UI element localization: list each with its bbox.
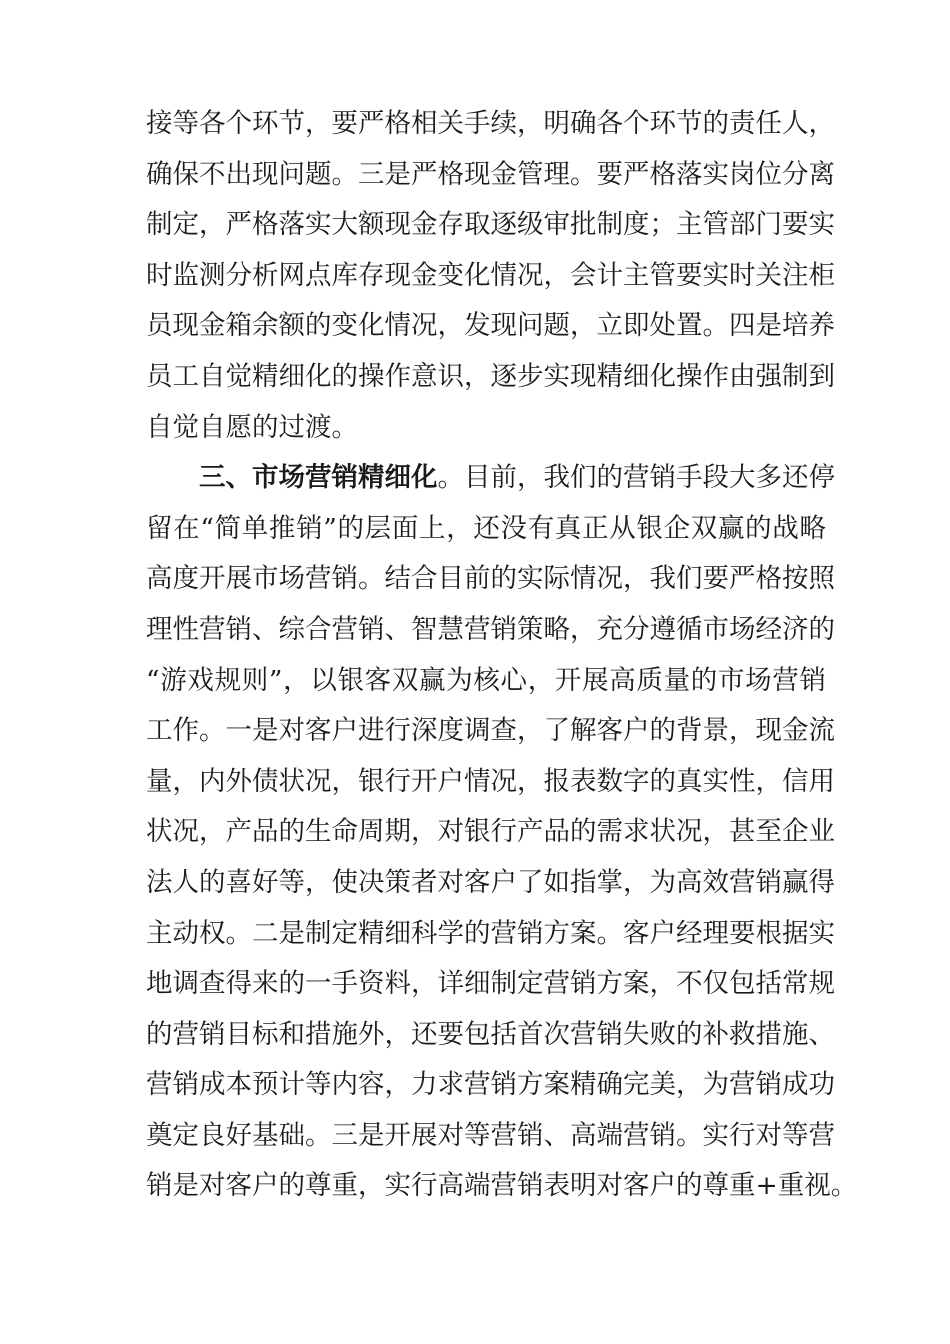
text-line: 法人的喜好等，使决策者对客户了如指掌，为高效营销赢得 bbox=[146, 866, 835, 898]
text-line: 制定，严格落实大额现金存取逐级审批制度；主管部门要实 bbox=[146, 209, 835, 241]
text-line: 确保不出现问题。三是严格现金管理。要严格落实岗位分离 bbox=[146, 158, 835, 190]
text-line: 员工自觉精细化的操作意识，逐步实现精细化操作由强制到 bbox=[146, 360, 835, 392]
text-line: 留在“简单推销”的层面上，还没有真正从银企双赢的战略 bbox=[146, 512, 826, 544]
text-line: 工作。一是对客户进行深度调查，了解客户的背景，现金流 bbox=[146, 715, 835, 747]
text-line: 主动权。二是制定精细科学的营销方案。客户经理要根据实 bbox=[146, 917, 835, 949]
text-line: 销是对客户的尊重，实行高端营销表明对客户的尊重+重视。 bbox=[146, 1170, 858, 1202]
section-heading: 三、市场营销精细化 bbox=[199, 462, 438, 494]
section-heading-line bbox=[146, 453, 835, 504]
body-text bbox=[146, 99, 858, 1212]
text-line: 营销成本预计等内容，力求营销方案精确完美，为营销成功 bbox=[146, 1069, 835, 1101]
text-line: 奠定良好基础。三是开展对等营销、高端营销。实行对等营 bbox=[146, 1119, 835, 1151]
text-line: 的营销目标和措施外，还要包括首次营销失败的补救措施、 bbox=[146, 1018, 835, 1050]
text-line: 自觉自愿的过渡。 bbox=[146, 411, 358, 443]
text-line: 状况，产品的生命周期，对银行产品的需求状况，甚至企业 bbox=[146, 816, 835, 848]
text-line: 量，内外债状况，银行开户情况，报表数字的真实性，信用 bbox=[146, 765, 835, 797]
text-line: “游戏规则”，以银客双赢为核心，开展高质量的市场营销 bbox=[146, 664, 826, 696]
text-line: 理性营销、综合营销、智慧营销策略，充分遵循市场经济的 bbox=[146, 613, 835, 645]
text-line: 高度开展市场营销。结合目前的实际情况，我们要严格按照 bbox=[146, 563, 835, 595]
text-line: 接等各个环节，要严格相关手续，明确各个环节的责任人， bbox=[146, 108, 835, 139]
text-line: 时监测分析网点库存现金变化情况，会计主管要实时关注柜 bbox=[146, 259, 835, 291]
text-line: 地调查得来的一手资料，详细制定营销方案，不仅包括常规 bbox=[146, 968, 835, 1000]
text-line: 员现金箱余额的变化情况，发现问题，立即处置。四是培养 bbox=[146, 310, 835, 342]
text-line-rest: 。目前，我们的营销手段大多还停 bbox=[437, 462, 835, 494]
